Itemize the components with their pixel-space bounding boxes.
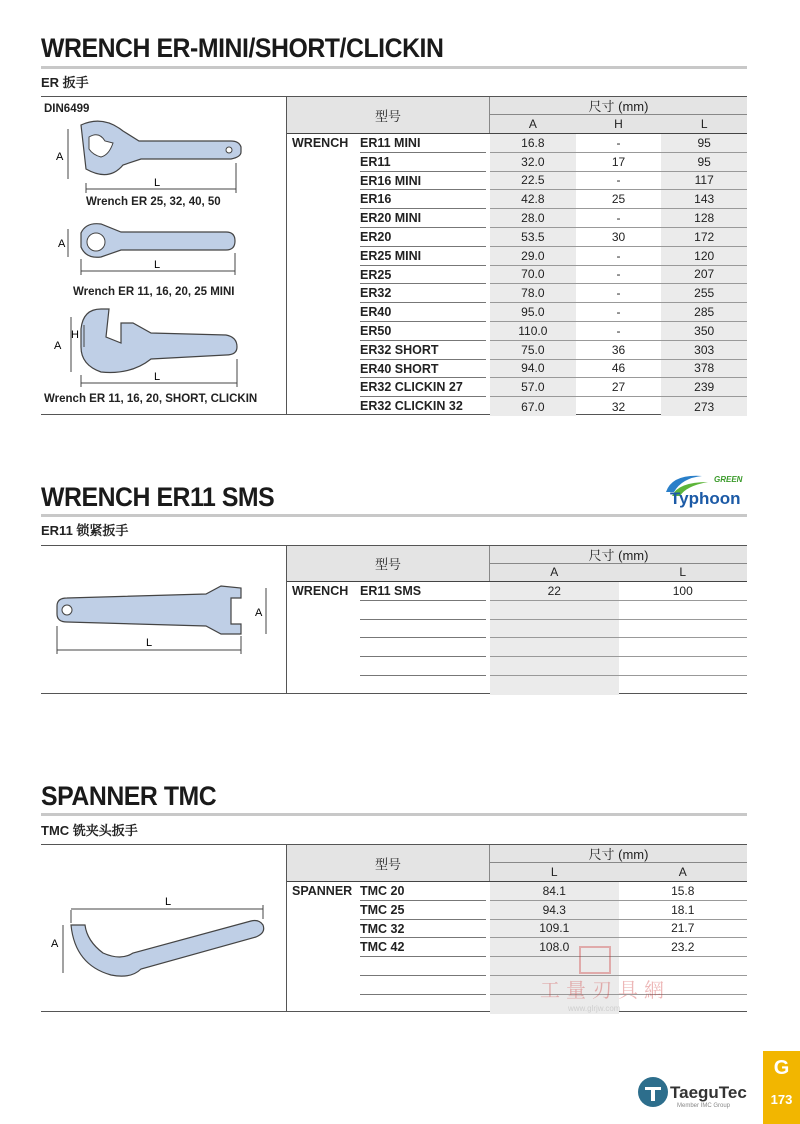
table-cell: 75.0 xyxy=(490,341,576,359)
table-cell xyxy=(490,638,619,656)
watermark-title: 工量刃具網 xyxy=(540,978,670,1002)
dim-label-l1: L xyxy=(154,177,161,189)
table-row xyxy=(287,620,747,639)
table-cell: 42.8 xyxy=(490,190,576,208)
table-cell: 30 xyxy=(611,229,626,244)
table-cell: 67.0 xyxy=(490,397,576,416)
header-col-a: A xyxy=(550,565,559,580)
header-col-a: A xyxy=(678,865,687,879)
table-cell: 350 xyxy=(661,322,747,340)
section3-title: SPANNER TMC xyxy=(41,781,217,811)
model-name: ER20 xyxy=(360,229,392,244)
section2-subtitle: ER11 锁紧扳手 xyxy=(41,523,129,538)
typhoon-logo xyxy=(662,470,748,510)
header-col-h: H xyxy=(614,117,623,131)
din-label: DIN6499 xyxy=(44,103,90,115)
section2-illustration xyxy=(41,546,287,693)
typhoon-text: Typhoon xyxy=(670,489,741,508)
taegutec-emblem xyxy=(636,1075,670,1109)
table-cell: - xyxy=(616,211,621,226)
caption-wrench-2: Wrench ER 11, 16, 20, 25 MINI xyxy=(73,286,235,298)
section3-subtitle: TMC 铣夹头扳手 xyxy=(41,823,138,838)
table-cell: - xyxy=(616,305,621,320)
table-cell: 15.8 xyxy=(671,883,695,898)
table-cell: 108.0 xyxy=(490,938,619,956)
section1-illustration xyxy=(41,97,287,414)
table-cell: 120 xyxy=(661,247,747,265)
header-dims: 尺寸 (mm) xyxy=(490,97,747,115)
model-name: ER20 MINI xyxy=(360,211,422,226)
dim-label-h3: H xyxy=(71,329,79,341)
table-cell: - xyxy=(616,135,621,150)
table-cell: 94.0 xyxy=(490,360,576,378)
taegutec-logo-sub: Member IMC Group xyxy=(677,1103,731,1109)
model-name: ER16 MINI xyxy=(360,173,422,188)
table-row xyxy=(287,882,747,901)
page-number: 173 xyxy=(770,1092,793,1107)
table-cell: 27 xyxy=(611,380,626,395)
dim-label-a-sms: A xyxy=(255,607,263,619)
section2-table-header xyxy=(287,546,747,582)
table-row xyxy=(287,172,747,191)
table-cell: 22 xyxy=(490,582,619,600)
table-cell: 32 xyxy=(611,399,626,414)
table-cell: - xyxy=(616,323,621,338)
table-cell: 273 xyxy=(661,397,747,416)
model-name: ER11 MINI xyxy=(360,136,421,150)
section1-box xyxy=(41,96,747,415)
table-cell: - xyxy=(616,267,621,282)
table-cell: 109.1 xyxy=(490,920,619,938)
table-row xyxy=(287,378,747,397)
header-model: 型号 xyxy=(287,845,490,881)
model-name: TMC 20 xyxy=(360,884,405,898)
dim-label-l-sms: L xyxy=(146,637,153,649)
model-name: TMC 25 xyxy=(360,902,405,917)
header-col-l: L xyxy=(679,565,687,580)
table-row xyxy=(287,322,747,341)
table-cell xyxy=(619,676,748,695)
table-cell: 95.0 xyxy=(490,303,576,321)
section2-table-body xyxy=(287,582,747,695)
table-cell: 78.0 xyxy=(490,284,576,302)
table-cell: 18.1 xyxy=(671,902,695,917)
table-cell: 95 xyxy=(661,153,747,171)
table-row xyxy=(287,190,747,209)
table-row xyxy=(287,266,747,285)
section3-rule xyxy=(41,813,747,816)
typhoon-green-text: GREEN xyxy=(714,475,743,484)
table-cell: 46 xyxy=(611,361,626,376)
table-cell: 25 xyxy=(611,192,626,207)
dim-label-a2: A xyxy=(58,238,66,250)
table-row xyxy=(287,153,747,172)
table-row xyxy=(287,247,747,266)
model-name: ER32 xyxy=(360,286,392,301)
table-cell: 255 xyxy=(661,284,747,302)
model-name: ER25 MINI xyxy=(360,248,422,263)
watermark xyxy=(540,945,680,1015)
model-name: ER32 CLICKIN 32 xyxy=(360,399,463,414)
table-row xyxy=(287,341,747,360)
model-name: ER32 SHORT xyxy=(360,342,439,357)
section-letter: G xyxy=(773,1057,790,1079)
table-row xyxy=(287,657,747,676)
table-cell xyxy=(619,620,748,638)
table-row xyxy=(287,134,747,153)
table-cell xyxy=(490,676,619,695)
table-row xyxy=(287,901,747,920)
dim-label-l3: L xyxy=(154,371,161,383)
header-dims: 尺寸 (mm) xyxy=(490,845,747,863)
table-row xyxy=(287,360,747,379)
wrench-er-mini-drawing xyxy=(68,224,235,275)
table-cell: 143 xyxy=(661,190,747,208)
table-cell: 29.0 xyxy=(490,247,576,265)
dim-label-a3: A xyxy=(54,340,62,352)
section1-title: WRENCH ER-MINI/SHORT/CLICKIN xyxy=(41,33,444,63)
table-cell: 117 xyxy=(661,172,747,190)
table-row xyxy=(287,601,747,620)
model-name: ER11 SMS xyxy=(360,584,422,598)
table-row xyxy=(287,303,747,322)
table-cell xyxy=(619,638,748,656)
caption-wrench-3: Wrench ER 11, 16, 20, SHORT, CLICKIN xyxy=(44,393,258,405)
table-cell: 172 xyxy=(661,228,747,246)
table-row xyxy=(287,638,747,657)
table-cell xyxy=(490,657,619,675)
model-name: ER32 CLICKIN 27 xyxy=(360,380,463,395)
table-cell: 53.5 xyxy=(490,228,576,246)
table-cell: 16.8 xyxy=(490,134,576,152)
model-name: ER40 xyxy=(360,305,392,320)
table-cell: 100 xyxy=(672,583,693,598)
table-cell: 23.2 xyxy=(671,940,695,955)
model-name: TMC 32 xyxy=(360,921,405,936)
table-cell: 57.0 xyxy=(490,378,576,396)
table-cell xyxy=(490,620,619,638)
table-cell: 22.5 xyxy=(490,172,576,190)
table-cell: 70.0 xyxy=(490,266,576,284)
table-cell: 239 xyxy=(661,378,747,396)
table-cell: 303 xyxy=(661,341,747,359)
header-col-l: L xyxy=(550,865,558,879)
table-cell xyxy=(619,601,748,619)
table-cell: 378 xyxy=(661,360,747,378)
section1-subtitle: ER 扳手 xyxy=(41,75,89,90)
section2-title: WRENCH ER11 SMS xyxy=(41,482,275,512)
model-prefix: WRENCH xyxy=(292,584,349,598)
table-cell: - xyxy=(616,173,621,188)
table-cell: 32.0 xyxy=(490,153,576,171)
watermark-url: www.glrjw.com xyxy=(568,1004,621,1013)
model-prefix: SPANNER xyxy=(292,884,353,898)
header-col-l: L xyxy=(700,117,708,131)
table-row xyxy=(287,582,747,601)
model-name: ER11 xyxy=(360,154,391,169)
model-name: ER40 SHORT xyxy=(360,361,439,376)
er-wrench-drawings xyxy=(41,97,287,416)
table-row xyxy=(287,209,747,228)
table-cell: 36 xyxy=(611,342,626,357)
model-prefix: WRENCH xyxy=(292,136,349,150)
section1-table-body xyxy=(287,134,747,416)
model-name: TMC 42 xyxy=(360,940,405,955)
taegutec-logo-text: TaeguTec xyxy=(670,1083,747,1102)
section1-table-header xyxy=(287,97,747,134)
table-row xyxy=(287,920,747,939)
header-model: 型号 xyxy=(287,546,490,581)
dim-label-l2: L xyxy=(154,259,161,271)
section2-rule xyxy=(41,514,747,517)
er11-sms-wrench-drawing xyxy=(41,546,287,695)
section1-rule xyxy=(41,66,747,69)
table-row xyxy=(287,228,747,247)
table-cell xyxy=(619,657,748,675)
table-cell: 28.0 xyxy=(490,209,576,227)
dim-label-l-tmc: L xyxy=(165,896,172,908)
section3-table-header xyxy=(287,845,747,882)
section3-illustration xyxy=(41,845,287,1011)
table-row xyxy=(287,284,747,303)
table-cell: - xyxy=(616,248,621,263)
dim-label-a-tmc: A xyxy=(51,938,59,950)
table-cell: 285 xyxy=(661,303,747,321)
header-model: 型号 xyxy=(287,97,490,133)
table-cell: 94.3 xyxy=(490,901,619,919)
tmc-spanner-drawing xyxy=(41,845,287,1013)
header-col-a: A xyxy=(528,117,537,131)
table-cell: 84.1 xyxy=(490,882,619,900)
model-name: ER25 xyxy=(360,267,392,282)
table-cell: - xyxy=(616,286,621,301)
header-dims: 尺寸 (mm) xyxy=(490,546,747,564)
table-row xyxy=(287,397,747,416)
table-row xyxy=(287,676,747,695)
dim-label-a1: A xyxy=(56,151,64,163)
table-cell: 207 xyxy=(661,266,747,284)
table-cell: 110.0 xyxy=(490,322,576,340)
table-cell: 21.7 xyxy=(671,921,695,936)
model-name: ER16 xyxy=(360,192,392,207)
section2-box xyxy=(41,545,747,694)
caption-wrench-1: Wrench ER 25, 32, 40, 50 xyxy=(86,196,221,208)
model-name: ER50 xyxy=(360,323,392,338)
table-cell: 128 xyxy=(661,209,747,227)
section-tab xyxy=(763,1051,800,1124)
table-cell: 17 xyxy=(611,154,626,169)
table-cell xyxy=(490,601,619,619)
table-cell: 95 xyxy=(661,134,747,152)
